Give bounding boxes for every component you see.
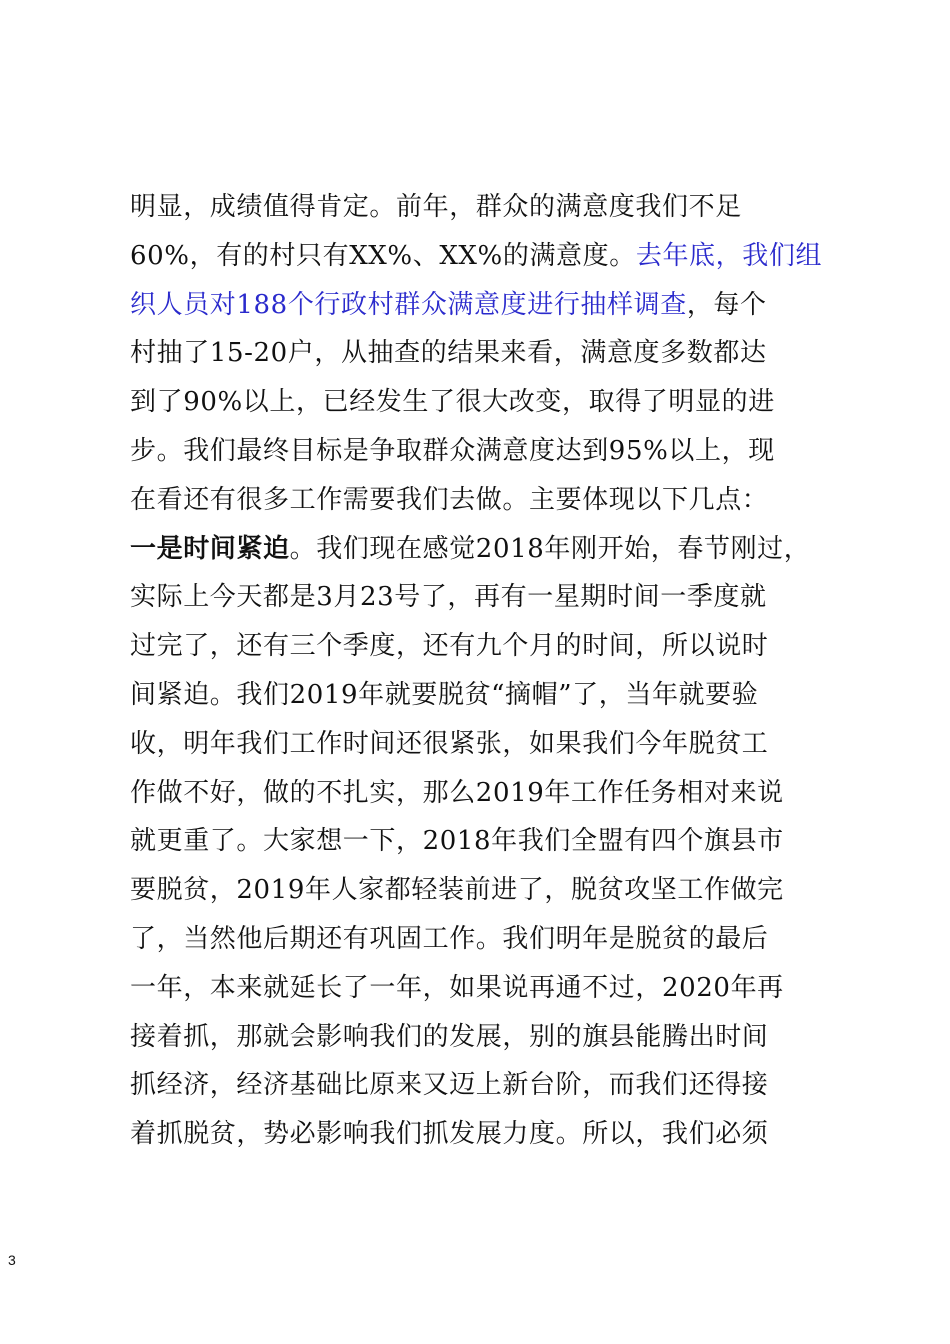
text-segment: 村抽了15-20户，从抽查的结果来看，满意度多数都达 [130, 338, 767, 369]
text-line [130, 329, 850, 378]
text-line [130, 183, 850, 232]
text-segment: 要脱贫，2019年人家都轻装前进了，脱贫攻坚工作做完 [130, 875, 784, 906]
text-segment: 作做不好，做的不扎实，那么2019年工作任务相对来说 [130, 777, 784, 808]
text-line [130, 476, 850, 525]
text-segment: 步。我们最终目标是争取群众满意度达到95%以上，现 [130, 435, 775, 466]
bold-heading-text: 一是时间紧迫 [130, 533, 290, 564]
text-segment: 。我们现在感觉2018年刚开始，春节刚过， [289, 533, 811, 564]
text-line [130, 378, 850, 427]
text-segment: 了，当然他后期还有巩固工作。我们明年是脱贫的最后 [130, 923, 769, 954]
text-line [130, 866, 850, 915]
text-segment: 60%，有的村只有XX%、XX%的满意度。 [130, 240, 636, 271]
text-segment: 实际上今天都是3月23号了，再有一星期时间一季度就 [130, 582, 767, 613]
text-line [130, 1110, 850, 1159]
text-segment: 着抓脱贫，势必影响我们抓发展力度。所以，我们必须 [130, 1119, 769, 1150]
text-segment: 在看还有很多工作需要我们去做。主要体现以下几点： [130, 484, 769, 515]
text-line [130, 525, 850, 574]
highlighted-text: 织人员对188个行政村群众满意度进行抽样调查 [130, 289, 687, 320]
text-segment: 明显，成绩值得肯定。前年，群众的满意度我们不足 [130, 192, 742, 222]
text-line [130, 671, 850, 720]
text-segment: 接着抓，那就会影响我们的发展，别的旗县能腾出时间 [130, 1021, 769, 1052]
text-segment: 就更重了。大家想一下，2018年我们全盟有四个旗县市 [130, 826, 784, 857]
text-line [130, 622, 850, 671]
text-line [130, 1061, 850, 1110]
text-line [130, 817, 850, 866]
text-line [130, 720, 850, 769]
body-text [130, 183, 850, 1159]
text-segment: 间紧迫。我们2019年就要脱贫“摘帽”了，当年就要验 [130, 679, 759, 710]
text-segment: 到了90%以上，已经发生了很大改变，取得了明显的进 [130, 387, 775, 418]
text-line [130, 427, 850, 476]
text-line [130, 281, 850, 330]
text-segment: 一年，本来就延长了一年，如果说再通不过，2020年再 [130, 972, 784, 1003]
text-line [130, 964, 850, 1013]
text-segment: 收，明年我们工作时间还很紧张，如果我们今年脱贫工 [130, 728, 769, 759]
page-number: 3 [8, 1252, 16, 1268]
text-line [130, 915, 850, 964]
text-line [130, 769, 850, 818]
text-line [130, 1013, 850, 1062]
highlighted-text: 去年底，我们组 [635, 240, 823, 271]
text-segment: 抓经济，经济基础比原来又迈上新台阶，而我们还得接 [130, 1070, 769, 1101]
text-line [130, 232, 850, 281]
text-line [130, 573, 850, 622]
text-segment: 过完了，还有三个季度，还有九个月的时间，所以说时 [130, 631, 769, 662]
text-segment: ，每个 [686, 289, 767, 320]
